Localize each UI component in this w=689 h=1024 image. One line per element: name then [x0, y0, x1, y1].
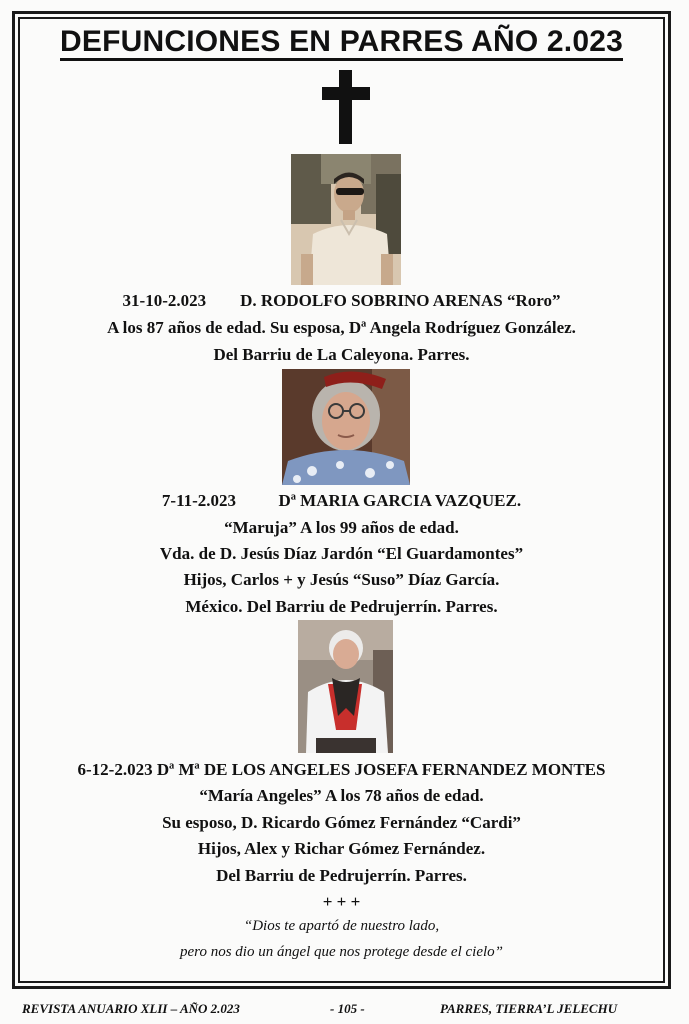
- entry-2-line-2: “Maruja” A los 99 años de edad.: [224, 518, 459, 537]
- entry-3-line-3: Su esposo, D. Ricardo Gómez Fernández “Cardi”: [162, 813, 521, 832]
- entry-1-line-1: 31-10-2.023 D. RODOLFO SOBRINO ARENAS “Roro”: [122, 291, 561, 310]
- footer-left: REVISTA ANUARIO XLII – AÑO 2.023: [22, 1001, 240, 1016]
- photo-maria-garcia: [282, 369, 410, 485]
- entry-1-line-3: Del Barriu de La Caleyona. Parres.: [213, 345, 470, 364]
- entry-2-line-3: Vda. de D. Jesús Díaz Jardón “El Guardamontes”: [159, 544, 524, 563]
- quote-line-1: “Dios te apartó de nuestro lado,: [243, 918, 440, 934]
- entry-2-line-5: México. Del Barriu de Pedrujerrín. Parres.: [185, 597, 498, 616]
- entry-2-line-1: 7-11-2.023 Dª MARIA GARCIA VAZQUEZ.: [161, 491, 522, 510]
- quote-line-2: pero nos dio un ángel que nos protege desde el cielo”: [180, 944, 503, 960]
- footer-page-number: - 105 -: [330, 1001, 365, 1016]
- photo-rodolfo: [291, 154, 401, 285]
- latin-cross-icon: [322, 70, 370, 144]
- entry-1-line-2: A los 87 años de edad. Su esposa, Dª Angela Rodríguez González.: [107, 318, 576, 337]
- entry-3-line-2: “María Angeles” A los 78 años de edad.: [199, 786, 484, 805]
- entry-3-line-1: 6-12-2.023 Dª Mª DE LOS ANGELES JOSEFA FERNANDEZ MONTES: [77, 760, 606, 779]
- entry-2-line-4: Hijos, Carlos + y Jesús “Suso” Díaz García.: [183, 570, 500, 589]
- entry-3-line-4: Hijos, Alex y Richar Gómez Fernández.: [197, 839, 486, 858]
- entry-3-line-5: Del Barriu de Pedrujerrín. Parres.: [216, 866, 467, 885]
- photo-maria-angeles: [298, 620, 393, 753]
- page-title: [18, 24, 665, 60]
- separator-crosses: + + +: [322, 892, 361, 911]
- page-title-text: DEFUNCIONES EN PARRES AÑO 2.023: [60, 25, 623, 61]
- footer-right: PARRES, TIERRA’L JELECHU: [440, 1001, 618, 1016]
